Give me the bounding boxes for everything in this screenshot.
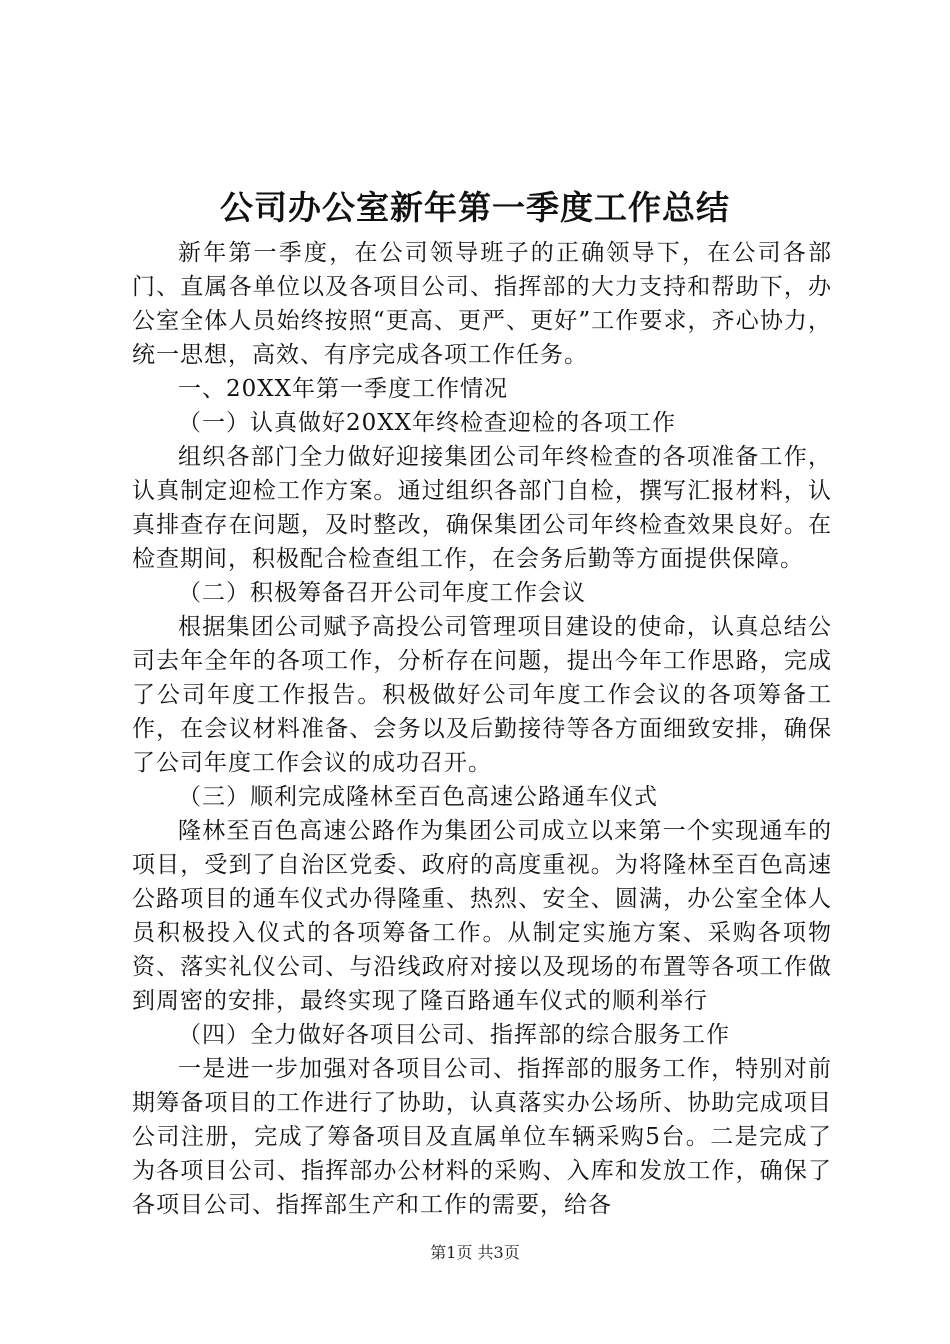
subsection-paragraph-3: 隆林至百色高速公路作为集团公司成立以来第一个实现通车的项目，受到了自治区党委、政府的高度重视。为将隆林至百色高速公路项目的通车仪式办得隆重、热烈、安全、圆满，办公室全体人员积极投入仪式的各项筹备工作。从制定实施方案、采购各项物资、落实礼仪公司、与沿线政府对接以及现场的布置等各项工作做到周密的安排，最终实现了隆百路通车仪式的顺利举行 [132, 818, 832, 1014]
section-heading-1: 一、20XX年第一季度工作情况 [178, 376, 509, 402]
subsection-paragraph-1: 组织各部门全力做好迎接集团公司年终检查的各项准备工作，认真制定迎检工作方案。通过组织各部门自检，撰写汇报材料，认真排查存在问题，及时整改，确保集团公司年终检查效果良好。在检查期间，积极配合检查组工作，在会务后勤等方面提供保障。 [132, 444, 832, 572]
subsection-heading-1: （一）认真做好20XX年终检查迎检的各项工作 [178, 410, 677, 436]
page-footer: 第1页 共3页 [430, 1243, 520, 1262]
intro-paragraph: 新年第一季度，在公司领导班子的正确领导下，在公司各部门、直属各单位以及各项目公司、指挥部的大力支持和帮助下，办公室全体人员始终按照“更高、更严、更好”工作要求，齐心协力，统一思想，高效、有序完成各项工作任务。 [132, 240, 832, 368]
subsection-heading-3: （三）顺利完成隆林至百色高速公路通车仪式 [178, 784, 658, 810]
subsection-paragraph-4: 一是进一步加强对各项目公司、指挥部的服务工作，特别对前期筹备项目的工作进行了协助，认真落实办公场所、协助完成项目公司注册，完成了筹备项目及直属单位车辆采购5台。二是完成了为各项目公司、指挥部办公材料的采购、入库和发放工作，确保了各项目公司、指挥部生产和工作的需要，给各 [132, 1056, 832, 1218]
subsection-heading-2: （二）积极筹备召开公司年度工作会议 [178, 580, 586, 606]
subsection-paragraph-2: 根据集团公司赋予高投公司管理项目建设的使命，认真总结公司去年全年的各项工作，分析存在问题，提出今年工作思路，完成了公司年度工作报告。积极做好公司年度工作会议的各项筹备工作，在会议材料准备、会务以及后勤接待等各方面细致安排，确保了公司年度工作会议的成功召开。 [132, 614, 832, 776]
document-body [132, 236, 832, 1222]
subsection-heading-4: （四）全力做好各项目公司、指挥部的综合服务工作 [178, 1022, 730, 1048]
document-title: 公司办公室新年第一季度工作总结 [220, 188, 730, 227]
